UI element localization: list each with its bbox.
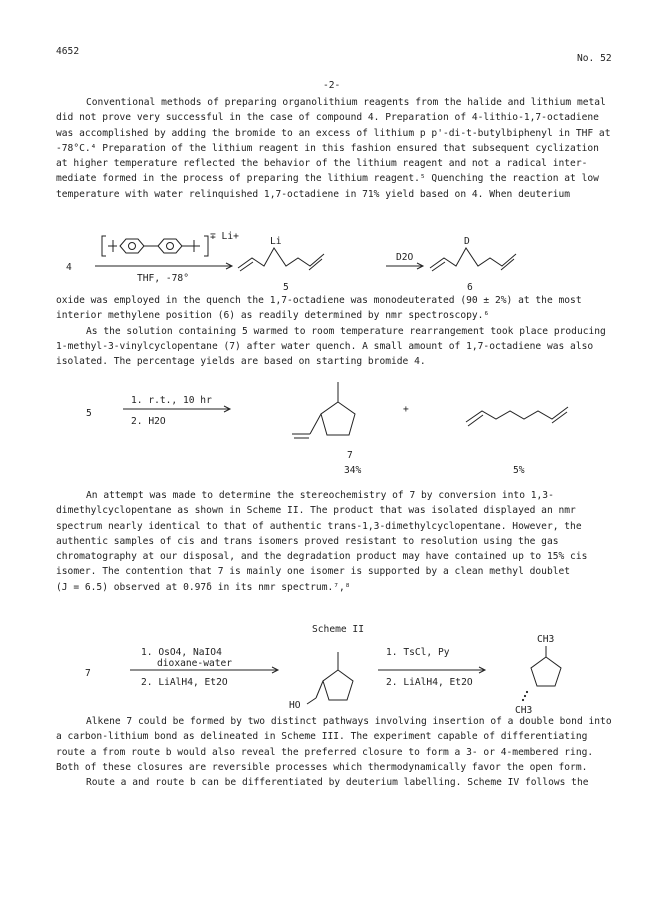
ch3-bottom-label: CH3 — [515, 705, 533, 716]
step-tscl: 1. TsCl, Py — [386, 647, 450, 658]
d-label: D — [464, 236, 470, 247]
text-line: dimethylcyclopentane as shown in Scheme II. The product that was isolated displayed an nmr — [56, 505, 576, 517]
text-line: Conventional methods of preparing organolithium reagents from the halide and lithium metal — [86, 97, 606, 108]
compound-5-label: 5 — [86, 408, 92, 419]
paragraph-3 — [56, 488, 626, 595]
step-lialh4-second: 2. LiAlH4, Et2O — [386, 677, 473, 688]
text-line: isolated. The percentage yields are based on starting bromide 4. — [56, 356, 426, 368]
text-line: spectrum nearly identical to that of authentic trans-1,3-dimethylcyclopentane. However, the — [56, 520, 582, 532]
text-line: did not prove very successful in the case of compound 4. Preparation of 4-lithio-1,7-octadiene — [56, 112, 599, 124]
step-dioxane-water: dioxane-water — [157, 658, 233, 669]
paragraph-4 — [56, 714, 626, 790]
scheme-lithiation — [0, 228, 672, 298]
text-line: at higher temperature reflected the behavior of the lithium reagent and not a radical inter- — [56, 158, 588, 170]
text-line: An attempt was made to determine the stereochemistry of 7 by conversion into 1,3- — [86, 490, 554, 501]
compound-7-label: 7 — [85, 668, 91, 679]
step-lialh4-first: 2. LiAlH4, Et2O — [141, 677, 228, 688]
li-label: Li — [270, 236, 282, 247]
paragraph-2 — [56, 293, 626, 369]
text-line: (J = 6.5) observed at 0.97δ in its nmr spectrum.⁷,⁸ — [56, 581, 351, 593]
text-line: -78°C.⁴ Preparation of the lithium reagent in this fashion ensured that subsequent cyclization — [56, 142, 599, 154]
yield-product-7: 34% — [344, 465, 362, 476]
text-line: authentic samples of cis and trans isomers proved resistant to resolution using the gas — [56, 535, 559, 547]
journal-issue: No. 52 — [577, 53, 612, 64]
compound-7-label: 7 — [347, 450, 353, 461]
section-number: -2- — [323, 80, 341, 91]
text-line: isomer. The contention that 7 is mainly one isomer is supported by a clean methyl doublet — [56, 566, 571, 578]
charge-label: ∓ Li+ — [210, 231, 239, 242]
compound-5-label: 5 — [283, 282, 289, 293]
compound-4-label: 4 — [66, 262, 72, 273]
yield-octadiene: 5% — [513, 465, 525, 476]
step-rt: 1. r.t., 10 hr — [131, 395, 212, 406]
step-water: 2. H2O — [131, 416, 166, 427]
scheme-cyclization — [0, 374, 672, 484]
step-oso4: 1. OsO4, NaIO4 — [141, 647, 222, 658]
scheme-ii-title: Scheme II — [312, 624, 364, 635]
text-line: 1-methyl-3-vinylcyclopentane (7) after water quench. A small amount of 1,7-octadiene was also — [56, 340, 594, 352]
text-line: chromatography at our disposal, and the degradation product may have contained up to 15% cis — [56, 551, 588, 563]
text-line: As the solution containing 5 warmed to room temperature rearrangement took place producing — [86, 325, 606, 337]
text-line: was accomplished by adding the bromide to an excess of lithium p p'-di-t-butylbiphenyl in THF at — [56, 127, 611, 139]
text-line: temperature with water relinquished 1,7-octadiene in 71% yield based on 4. When deuterium — [56, 188, 571, 200]
text-line: Alkene 7 could be formed by two distinct pathways involving insertion of a double bond into — [86, 716, 612, 727]
ch3-top-label: CH3 — [537, 634, 555, 645]
compound-6-label: 6 — [467, 282, 473, 293]
text-line: a carbon-lithium bond as delineated in Scheme III. The experiment capable of differentiating — [56, 731, 588, 743]
text-line: Both of these closures are reversible processes which thermodynamically favor the open form. — [56, 761, 588, 773]
thf-conditions: THF, -78° — [137, 273, 189, 284]
ho-label: HO — [289, 700, 301, 711]
text-line: Route a and route b can be differentiated by deuterium labelling. Scheme IV follows the — [86, 777, 589, 789]
text-line: mediate formed in the process of preparing the lithium reagent.⁵ Quenching the reaction at low — [56, 173, 599, 185]
plus-sign: + — [403, 404, 409, 415]
scheme-ii — [0, 620, 672, 720]
text-line: interior methylene position (6) as readily determined by nmr spectroscopy.⁶ — [56, 310, 490, 322]
text-line: route a from route b would also reveal the preferred closure to form a 3- or 4-membered ring. — [56, 746, 594, 758]
page-number: 4652 — [56, 46, 80, 57]
d2o-reagent: D2O — [396, 252, 414, 263]
paragraph-1 — [56, 95, 626, 202]
text-line: oxide was employed in the quench the 1,7-octadiene was monodeuterated (90 ± 2%) at the most — [56, 295, 582, 306]
